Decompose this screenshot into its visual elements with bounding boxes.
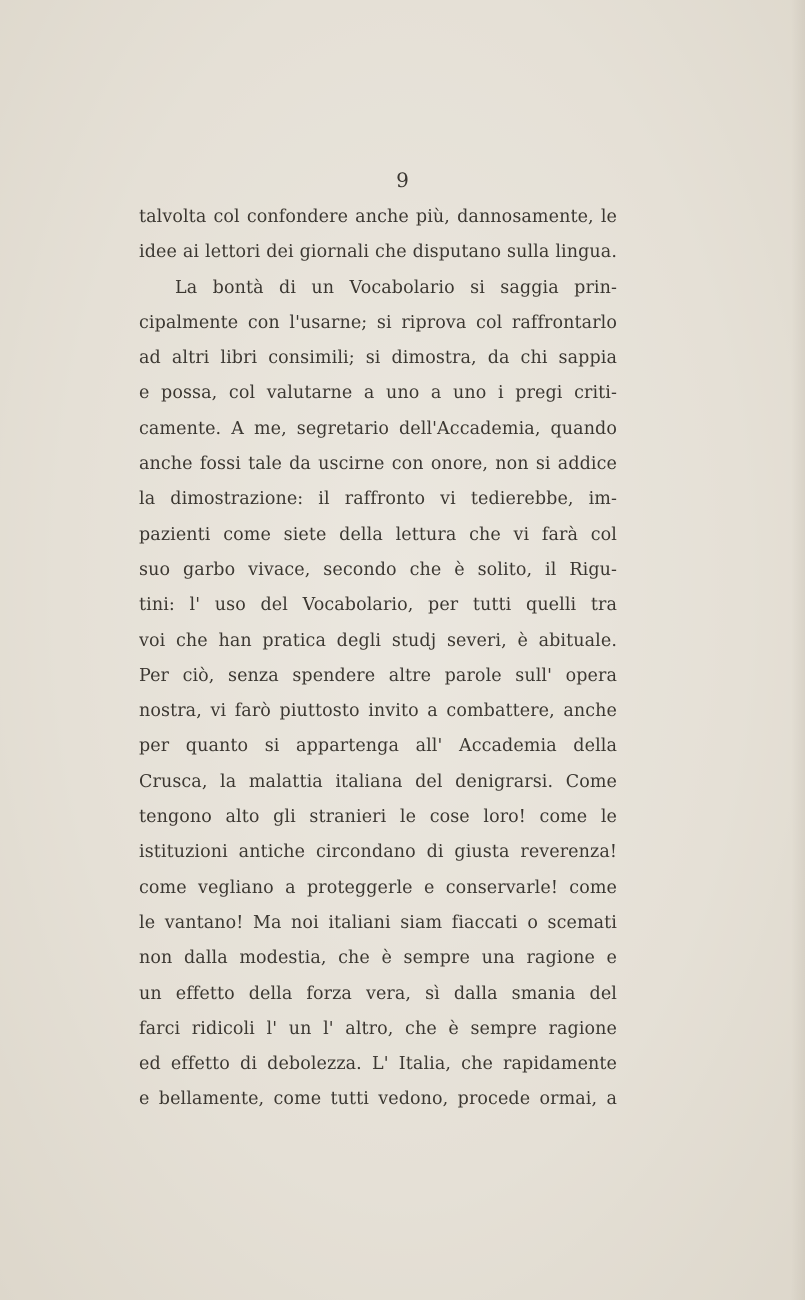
text-line: voi che han pratica degli studj severi, è abituale. [139,630,617,651]
text-line: pazienti come siete della lettura che vi farà col [139,524,617,545]
text-line: la dimostrazione: il raffronto vi tedierebbe, im- [139,489,617,510]
text-line: cipalmente con l'usarne; si riprova col raffrontarlo [139,312,617,333]
text-line: nostra, vi farò piuttosto invito a combattere, anche [139,701,617,722]
text-line: un effetto della forza vera, sì dalla smania del [139,983,617,1004]
text-line: idee ai lettori dei giornali che disputano sulla lingua. [139,242,617,263]
text-line: le vantano! Ma noi italiani siam fiaccati o scemati [139,912,617,933]
text-line: non dalla modestia, che è sempre una ragione e [139,948,617,969]
text-line: Crusca, la malattia italiana del denigrarsi. Come [139,771,617,792]
text-line: talvolta col confondere anche più, dannosamente, le [139,207,617,227]
page-number: 9 [396,168,409,192]
text-line: tini: l' uso del Vocabolario, per tutti quelli tra [139,595,617,616]
text-line: Per ciò, senza spendere altre parole sull' opera [139,665,617,686]
text-line: camente. A me, segretario dell'Accademia, quando [139,418,617,439]
text-line: per quanto si appartenga all' Accademia della [139,736,617,757]
text-line: e possa, col valutarne a uno a uno i pregi criti- [139,383,617,404]
text-line: tengono alto gli stranieri le cose loro! come le [139,807,617,828]
text-line: suo garbo vivace, secondo che è solito, il Rigu- [139,559,617,580]
body-text [139,200,617,1118]
text-line: anche fossi tale da uscirne con onore, non si addice [139,454,617,475]
page-edge-shadow [791,0,805,1300]
text-line: come vegliano a proteggerle e conservarle! come [139,877,617,898]
text-line: ed effetto di debolezza. L' Italia, che rapidamente [139,1054,617,1075]
text-line: ad altri libri consimili; si dimostra, da chi sappia [139,348,617,369]
text-line: La bontà di un Vocabolario si saggia prin- [175,277,617,298]
text-line: e bellamente, come tutti vedono, procede ormai, a [139,1089,617,1110]
text-line: farci ridicoli l' un l' altro, che è sempre ragione [139,1018,617,1039]
text-line: istituzioni antiche circondano di giusta reverenza! [139,842,617,863]
